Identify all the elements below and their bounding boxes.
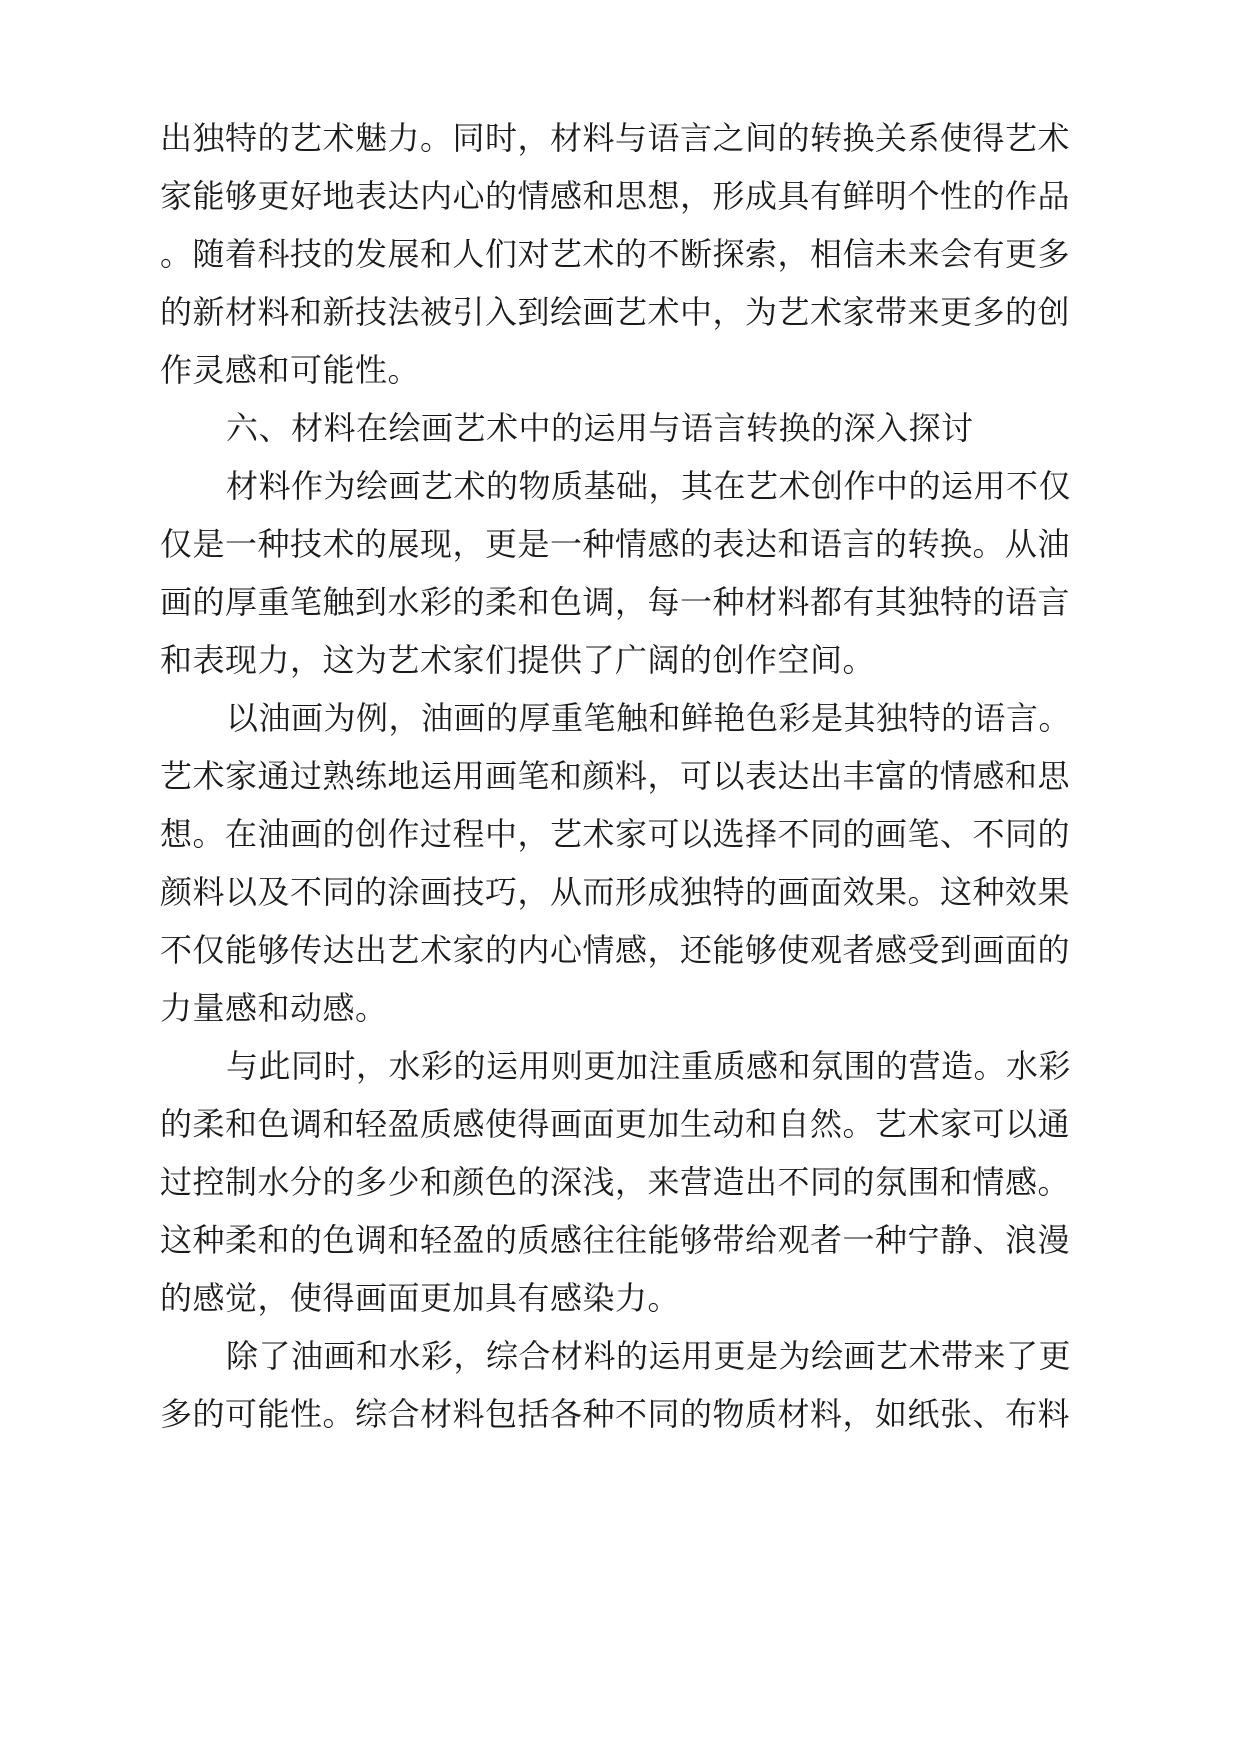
text-line: 的柔和色调和轻盈质感使得画面更加生动和自然。艺术家可以通 xyxy=(160,1105,1071,1143)
text-line: 不仅能够传达出艺术家的内心情感，还能够使观者感受到画面的 xyxy=(160,931,1071,969)
paragraph-first-line: 与此同时，水彩的运用则更加注重质感和氛围的营造。水彩 xyxy=(226,1047,1072,1085)
section-heading: 六、材料在绘画艺术中的运用与语言转换的深入探讨 xyxy=(226,409,974,447)
text-line: 出独特的艺术魅力。同时，材料与语言之间的转换关系使得艺术 xyxy=(160,119,1071,157)
text-line: 和表现力，这为艺术家们提供了广阔的创作空间。 xyxy=(160,641,876,679)
text-line: 力量感和动感。 xyxy=(160,989,388,1027)
text-line: 想。在油画的创作过程中，艺术家可以选择不同的画笔、不同的 xyxy=(160,815,1071,853)
paragraph-first-line: 以油画为例，油画的厚重笔触和鲜艳色彩是其独特的语言。 xyxy=(226,699,1072,737)
paragraph-first-line: 除了油画和水彩，综合材料的运用更是为绘画艺术带来了更 xyxy=(226,1337,1072,1375)
text-line: 艺术家通过熟练地运用画笔和颜料，可以表达出丰富的情感和思 xyxy=(160,757,1071,795)
text-line: 的新材料和新技法被引入到绘画艺术中，为艺术家带来更多的创 xyxy=(160,293,1071,331)
text-line: 过控制水分的多少和颜色的深浅，来营造出不同的氛围和情感。 xyxy=(160,1163,1071,1201)
text-line: 的感觉，使得画面更加具有感染力。 xyxy=(160,1279,681,1317)
text-line: 仅是一种技术的展现，更是一种情感的表达和语言的转换。从油 xyxy=(160,525,1071,563)
text-line: 这种柔和的色调和轻盈的质感往往能够带给观者一种宁静、浪漫 xyxy=(160,1221,1071,1259)
text-line: 多的可能性。综合材料包括各种不同的物质材料，如纸张、布料 xyxy=(160,1395,1071,1433)
text-line: 。随着科技的发展和人们对艺术的不断探索，相信未来会有更多 xyxy=(160,235,1071,273)
text-line: 家能够更好地表达内心的情感和思想，形成具有鲜明个性的作品 xyxy=(160,177,1071,215)
text-line: 作灵感和可能性。 xyxy=(160,351,421,389)
text-line: 颜料以及不同的涂画技巧，从而形成独特的画面效果。这种效果 xyxy=(160,873,1071,911)
text-line: 画的厚重笔触到水彩的柔和色调，每一种材料都有其独特的语言 xyxy=(160,583,1071,621)
paragraph-first-line: 材料作为绘画艺术的物质基础，其在艺术创作中的运用不仅 xyxy=(226,467,1072,505)
